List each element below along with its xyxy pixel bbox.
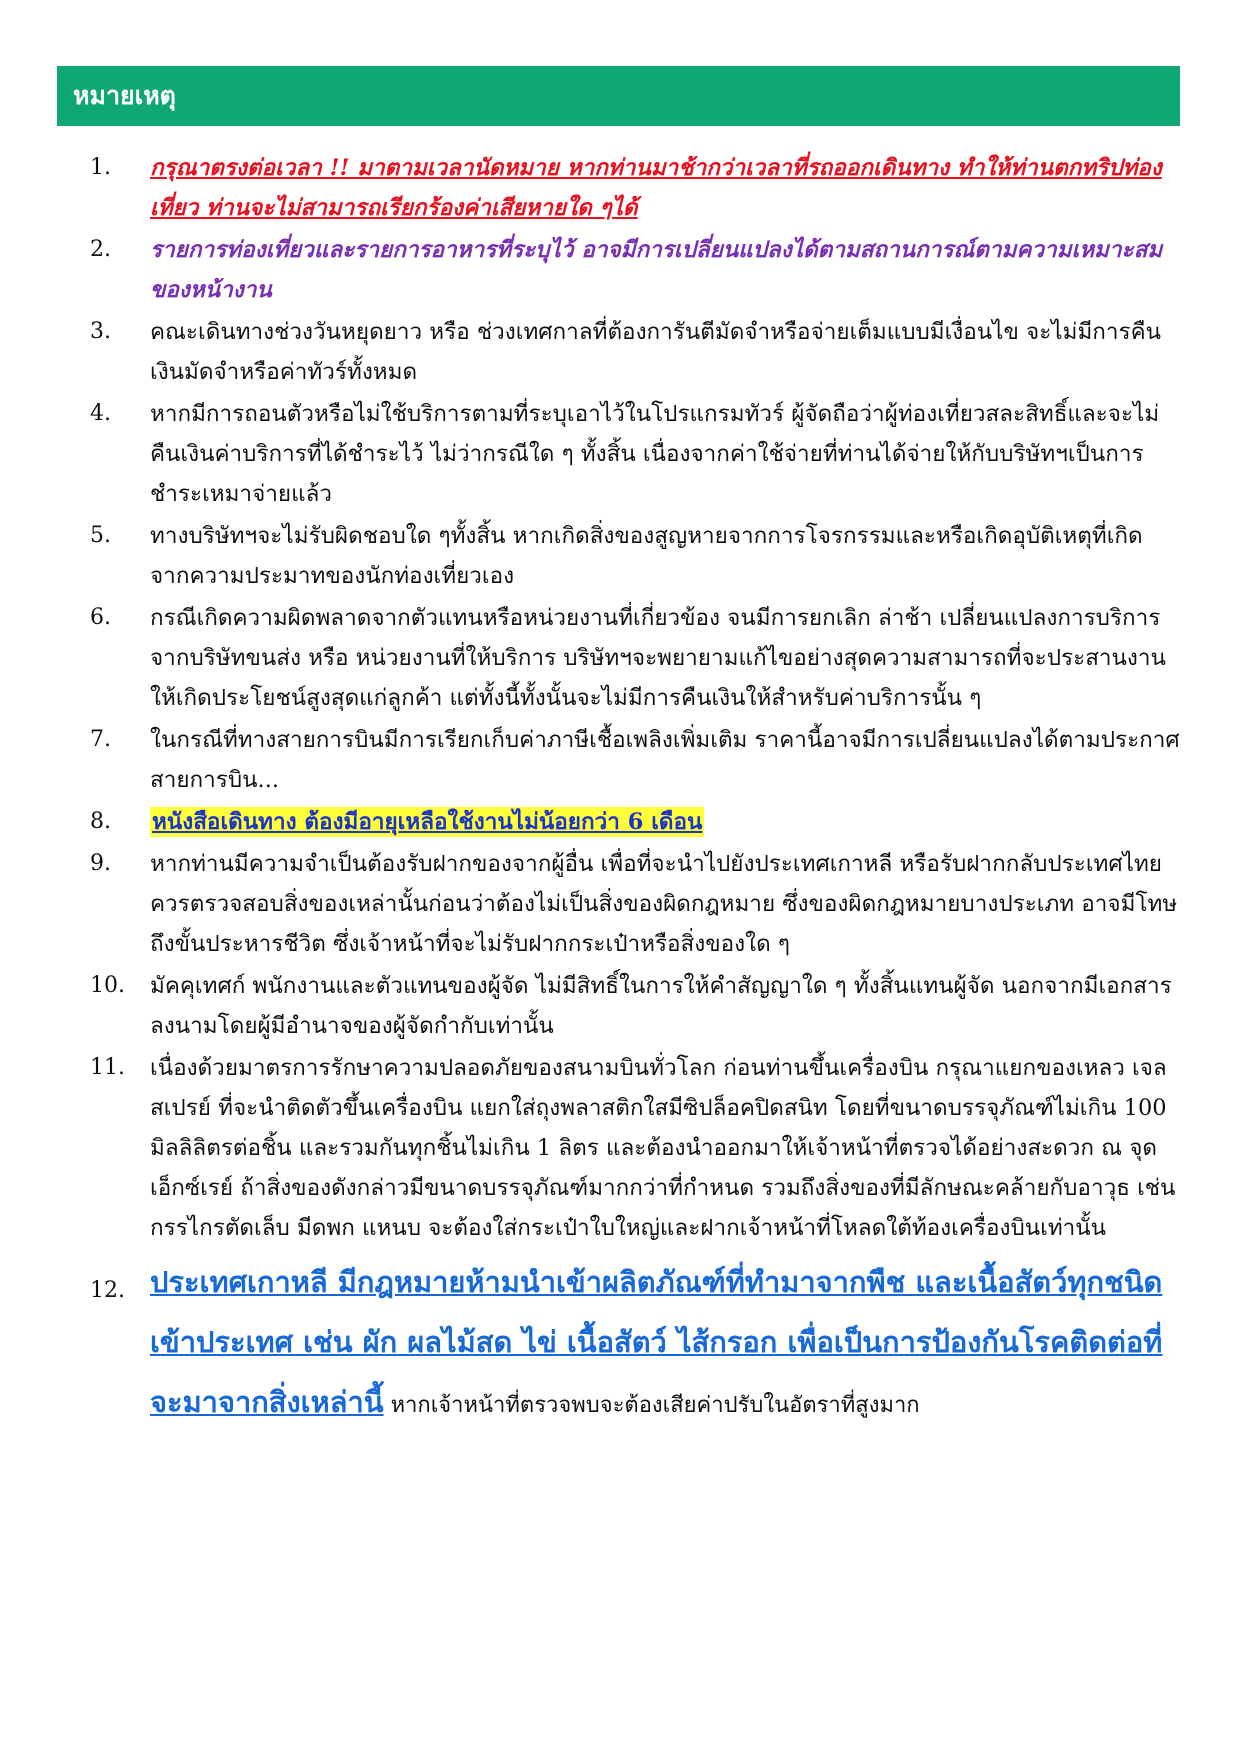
note-number: 1. (90, 155, 111, 180)
note-item (90, 844, 1180, 964)
notes-header-bar (57, 66, 1180, 126)
note-item (90, 148, 1180, 228)
note-item (90, 1254, 1180, 1434)
note-number: 10. (90, 973, 125, 998)
note-number: 2. (90, 237, 111, 262)
note-item (90, 966, 1180, 1046)
note-number: 4. (90, 401, 111, 426)
note-text-itinerary-change: รายการท่องเที่ยวและรายการอาหารที่ระบุไว้ อาจมีการเปลี่ยนแปลงได้ตามสถานการณ์ตามความเหมาะสมของหน้างาน (150, 237, 1163, 303)
note-item (90, 598, 1180, 718)
note-text: กรณีเกิดความผิดพลาดจากตัวแทนหรือหน่วยงานที่เกี่ยวข้อง จนมีการยกเลิก ล่าช้า เปลี่ยนแปลงการบริการจากบริษัทขนส่ง หรือ หน่วยงานที่ให้บริการ บริษัทฯจะพยายามแก้ไขอย่างสุดความสามารถที่จะประสานงานให้เกิดประโยชน์สูงสุดแก่ลูกค้า แต่ทั้งนี้ทั้งนั้นจะไม่มีการคืนเงินให้สำหรับค่าบริการนั้น ๆ (150, 605, 1166, 711)
note-item (90, 516, 1180, 596)
note-text-fine-warning: หากเจ้าหน้าที่ตรวจพบจะต้องเสียค่าปรับในอัตราที่สูงมาก (383, 1393, 920, 1418)
notes-list (90, 148, 1180, 1436)
note-number: 8. (90, 809, 111, 834)
note-text: หากมีการถอนตัวหรือไม่ใช้บริการตามที่ระบุเอาไว้ในโปรแกรมทัวร์ ผู้จัดถือว่าผู้ท่องเที่ยวสละสิทธิ์และจะไม่คืนเงินค่าบริการที่ได้ชำระไว้ ไม่ว่ากรณีใด ๆ ทั้งสิ้น เนื่องจากค่าใช้จ่ายที่ท่านได้จ่ายให้กับบริษัทฯเป็นการชำระเหมาจ่ายแล้ว (150, 401, 1160, 507)
note-text: ในกรณีที่ทางสายการบินมีการเรียกเก็บค่าภาษีเชื้อเพลิงเพิ่มเติม ราคานี้อาจมีการเปลี่ยนแปลงได้ตามประกาศสายการบิน... (150, 727, 1180, 793)
note-text-punctuality: กรุณาตรงต่อเวลา !! มาตามเวลานัดหมาย หากท่านมาช้ากว่าเวลาที่รถออกเดินทาง ทำให้ท่านตกทริปท่องเที่ยว ท่านจะไม่สามารถเรียกร้องค่าเสียหายใด ๆได้ (150, 155, 1162, 221)
note-item (90, 230, 1180, 310)
note-number: 7. (90, 727, 111, 752)
note-text: มัคคุเทศก์ พนักงานและตัวแทนของผู้จัด ไม่มีสิทธิ์ในการให้คำสัญญาใด ๆ ทั้งสิ้นแทนผู้จัด นอกจากมีเอกสารลงนามโดยผู้มีอำนาจของผู้จัดกำกับเท่านั้น (150, 973, 1172, 1039)
note-number: 12. (90, 1278, 125, 1303)
note-item (90, 720, 1180, 800)
note-item (90, 312, 1180, 392)
note-text: หากท่านมีความจำเป็นต้องรับฝากของจากผู้อื่น เพื่อที่จะนำไปยังประเทศเกาหลี หรือรับฝากกลับประเทศไทย ควรตรวจสอบสิ่งของเหล่านั้นก่อนว่าต้องไม่เป็นสิ่งของผิดกฎหมาย ซึ่งของผิดกฎหมายบางประเภท อาจมีโทษถึงขั้นประหารชีวิต ซึ่งเจ้าหน้าที่จะไม่รับฝากกระเป๋าหรือสิ่งของใด ๆ (150, 851, 1178, 957)
note-number: 5. (90, 523, 111, 548)
note-item (90, 394, 1180, 514)
notes-header-title: หมายเหตุ (73, 81, 176, 110)
note-text-korea-import-ban-link[interactable]: ประเทศเกาหลี มีกฎหมายห้ามนำเข้าผลิตภัณฑ์ที่ทำมาจากพืช และเนื้อสัตว์ทุกชนิดเข้าประเทศ เช่น ผัก ผลไม้สด ไข่ เนื้อสัตว์ ไส้กรอก เพื่อเป็นการป้องกันโรคติดต่อที่จะมาจากสิ่งเหล่านี้ (150, 1265, 1163, 1419)
note-item (90, 1048, 1180, 1248)
note-number: 6. (90, 605, 111, 630)
note-number: 3. (90, 319, 111, 344)
note-number: 11. (90, 1055, 125, 1080)
note-number: 9. (90, 851, 111, 876)
note-text: เนื่องด้วยมาตรการรักษาความปลอดภัยของสนามบินทั่วโลก ก่อนท่านขึ้นเครื่องบิน กรุณาแยกของเหลว เจล สเปรย์ ที่จะนำติดตัวขึ้นเครื่องบิน แยกใส่ถุงพลาสติกใสมีซิปล็อคปิดสนิท โดยที่ขนาดบรรจุภัณฑ์ไม่เกิน 100 มิลลิลิตรต่อชิ้น และรวมกันทุกชิ้นไม่เกิน 1 ลิตร และต้องนำออกมาให้เจ้าหน้าที่ตรวจได้อย่างสะดวก ณ จุดเอ็กซ์เรย์ ถ้าสิ่งของดังกล่าวมีขนาดบรรจุภัณฑ์มากกว่าที่กำหนด รวมถึงสิ่งของที่มีลักษณะคล้ายกับอาวุธ เช่น กรรไกรตัดเล็บ มีดพก แหนบ จะต้องใส่กระเป๋าใบใหญ่และฝากเจ้าหน้าที่โหลดใต้ท้องเครื่องบินเท่านั้น (150, 1055, 1176, 1241)
note-text: คณะเดินทางช่วงวันหยุดยาว หรือ ช่วงเทศกาลที่ต้องการันตีมัดจำหรือจ่ายเต็มแบบมีเงื่อนไข จะไม่มีการคืนเงินมัดจำหรือค่าทัวร์ทั้งหมด (150, 319, 1162, 385)
note-text: ทางบริษัทฯจะไม่รับผิดชอบใด ๆทั้งสิ้น หากเกิดสิ่งของสูญหายจากการโจรกรรมและหรือเกิดอุบัติเหตุที่เกิดจากความประมาทของนักท่องเที่ยวเอง (150, 523, 1143, 589)
note-text-passport-highlight: หนังสือเดินทาง ต้องมีอายุเหลือใช้งานไม่น้อยกว่า 6 เดือน (152, 809, 703, 835)
note-item (90, 802, 1180, 842)
